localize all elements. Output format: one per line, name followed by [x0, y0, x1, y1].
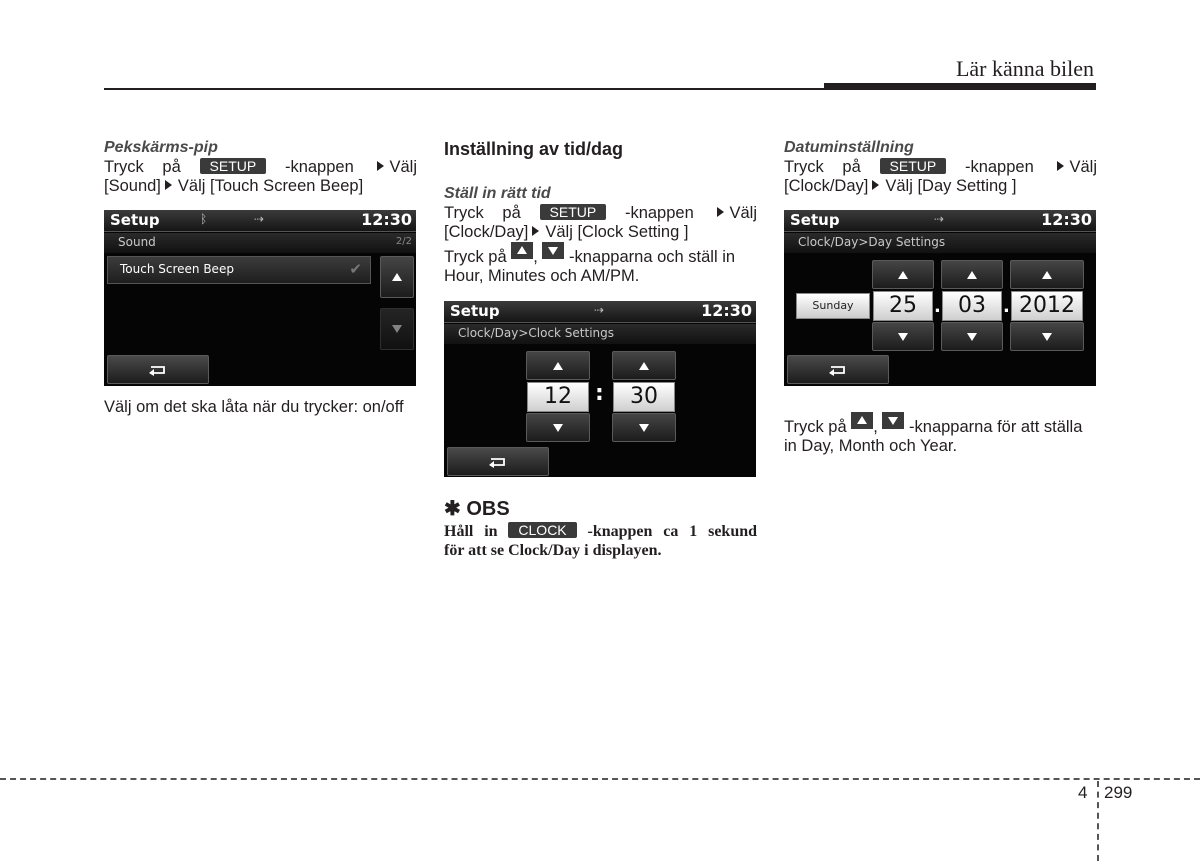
screen-clock-settings — [444, 301, 756, 477]
triangle-up-icon — [967, 271, 977, 279]
text: Håll in — [444, 523, 498, 540]
caption-date — [784, 412, 1097, 456]
caption-line-2: in Day, Month och Year. — [784, 437, 958, 455]
text: Välj [Clock Setting ] — [545, 223, 689, 241]
obs-note — [444, 496, 757, 560]
text: Välj [Day Setting ] — [885, 177, 1017, 195]
text: Tryck på — [784, 158, 861, 176]
scroll-down-button[interactable] — [380, 308, 414, 350]
instruction-line-2 — [444, 223, 757, 242]
screen-clock: 12:30 — [701, 301, 752, 320]
page-number: 299 — [1104, 783, 1133, 802]
back-button[interactable] — [107, 355, 209, 384]
back-arrow-icon — [828, 364, 848, 376]
screen-clock: 12:30 — [1041, 210, 1092, 229]
text: Välj — [389, 158, 418, 176]
column-touch-beep — [104, 139, 417, 196]
triangle-down-icon — [898, 333, 908, 341]
hour-down-button[interactable] — [526, 413, 590, 442]
text: [Clock/Day] — [444, 223, 529, 241]
screen-title: Setup — [110, 211, 160, 229]
time-separator: : — [595, 381, 604, 406]
instruction-line-1 — [784, 158, 1097, 177]
caption-line-1 — [784, 412, 1097, 437]
instruction-line-2 — [784, 177, 1097, 196]
instruction-line-1 — [104, 158, 417, 177]
obs-line-2: för att se Clock/Day i displayen. — [444, 542, 662, 559]
screen-topbar — [104, 210, 416, 232]
setup-key-label: SETUP — [540, 204, 607, 220]
day-value: 25 — [873, 291, 933, 321]
text: Tryck på — [444, 248, 507, 266]
arrow-right-icon — [165, 180, 172, 190]
text: , — [873, 418, 878, 436]
subtitle-set-time: Ställ in rätt tid — [444, 185, 551, 202]
screen-topbar — [444, 301, 756, 323]
instruction-line-1 — [444, 204, 757, 223]
subtitle-touch-beep: Pekskärms-pip — [104, 139, 218, 156]
triangle-up-icon — [553, 362, 563, 370]
month-value: 03 — [942, 291, 1002, 321]
text: -knappen — [624, 204, 694, 222]
year-up-button[interactable] — [1010, 260, 1084, 289]
section-heading: Inställning av tid/dag — [444, 139, 624, 159]
triangle-down-icon — [553, 424, 563, 432]
screen-title: Setup — [450, 302, 500, 320]
caption-on-off: Välj om det ska låta när du trycker: on/off — [104, 398, 404, 416]
triangle-up-icon — [898, 271, 908, 279]
bluetooth-icon: ᛒ — [200, 212, 208, 226]
text: , — [533, 248, 538, 266]
obs-line-1 — [444, 522, 757, 541]
usb-icon: ⇢ — [934, 212, 945, 226]
text: Välj — [1069, 158, 1098, 176]
screen-title: Setup — [790, 211, 840, 229]
triangle-down-icon — [967, 333, 977, 341]
minute-down-button[interactable] — [612, 413, 676, 442]
text: Tryck på — [104, 158, 181, 176]
back-arrow-icon — [488, 456, 508, 468]
arrow-right-icon — [532, 226, 539, 236]
text: Välj [Touch Screen Beep] — [177, 177, 364, 195]
arrow-right-icon — [717, 207, 724, 217]
back-arrow-icon — [148, 364, 168, 376]
obs-heading: ✱ OBS — [444, 498, 510, 520]
screen-day-settings — [784, 210, 1096, 386]
arrow-right-icon — [872, 180, 879, 190]
weekday-value: Sunday — [796, 293, 870, 319]
chapter-number: 4 — [1078, 783, 1088, 802]
column-date-setting — [784, 139, 1097, 196]
clock-key-label: CLOCK — [508, 522, 576, 538]
screen-breadcrumb — [444, 324, 756, 344]
day-up-button[interactable] — [872, 260, 934, 289]
text: Tryck på — [784, 418, 847, 436]
footer-divider — [1097, 781, 1099, 861]
triangle-up-icon — [392, 273, 402, 281]
up-key-icon — [511, 242, 533, 259]
text: -knapparna och ställ in — [569, 248, 736, 266]
screen-clock: 12:30 — [361, 210, 412, 229]
up-key-icon — [851, 412, 873, 429]
hour-value: 12 — [527, 382, 589, 412]
triangle-down-icon — [1042, 333, 1052, 341]
minute-up-button[interactable] — [612, 351, 676, 380]
usb-icon: ⇢ — [254, 212, 265, 226]
hour-up-button[interactable] — [526, 351, 590, 380]
touch-beep-item[interactable] — [107, 256, 371, 284]
year-value: 2012 — [1011, 291, 1083, 321]
text: [Clock/Day] — [784, 177, 869, 195]
breadcrumb-text: Sound — [118, 235, 156, 249]
touch-beep-label: Touch Screen Beep — [120, 262, 234, 276]
down-key-icon — [882, 412, 904, 429]
triangle-up-icon — [639, 362, 649, 370]
screen-breadcrumb — [784, 233, 1096, 253]
text: -knapparna för att ställa — [909, 418, 1083, 436]
header-rule — [104, 88, 1096, 90]
triangle-down-icon — [639, 424, 649, 432]
footer-rule — [0, 778, 1200, 780]
year-down-button[interactable] — [1010, 322, 1084, 351]
down-key-icon — [542, 242, 564, 259]
page-indicator: 2/2 — [395, 236, 412, 247]
month-down-button[interactable] — [941, 322, 1003, 351]
text: Välj — [729, 204, 758, 222]
breadcrumb-text: Clock/Day>Clock Settings — [458, 326, 615, 340]
text: -knappen — [284, 158, 354, 176]
text: [Sound] — [104, 177, 161, 195]
back-button[interactable] — [787, 355, 889, 384]
text: -knappen ca 1 sekund — [587, 523, 758, 540]
date-separator: . — [1003, 296, 1010, 317]
date-separator: . — [934, 296, 941, 317]
day-down-button[interactable] — [872, 322, 934, 351]
arrow-right-icon — [1057, 161, 1064, 171]
setup-key-label: SETUP — [880, 158, 947, 174]
triangle-up-icon — [1042, 271, 1052, 279]
scroll-up-button[interactable] — [380, 256, 414, 298]
minute-value: 30 — [613, 382, 675, 412]
back-button[interactable] — [447, 447, 549, 476]
month-up-button[interactable] — [941, 260, 1003, 289]
instruction-line-2 — [104, 177, 417, 196]
column-time-setting — [444, 139, 757, 286]
text: -knappen — [964, 158, 1034, 176]
text: Tryck på — [444, 204, 521, 222]
screen-breadcrumb — [104, 233, 416, 253]
screen-topbar — [784, 210, 1096, 232]
page-header-title: Lär känna bilen — [955, 56, 1094, 81]
usb-icon: ⇢ — [594, 303, 605, 317]
triangle-down-icon — [392, 325, 402, 333]
screen-sound-setup — [104, 210, 416, 386]
setup-key-label: SETUP — [200, 158, 267, 174]
subtitle-date-setting: Datuminställning — [784, 139, 914, 156]
instruction-line-3 — [444, 242, 757, 267]
arrow-right-icon — [377, 161, 384, 171]
check-icon[interactable]: ✔ — [349, 260, 362, 278]
instruction-line-4: Hour, Minutes och AM/PM. — [444, 267, 640, 285]
breadcrumb-text: Clock/Day>Day Settings — [798, 235, 946, 249]
